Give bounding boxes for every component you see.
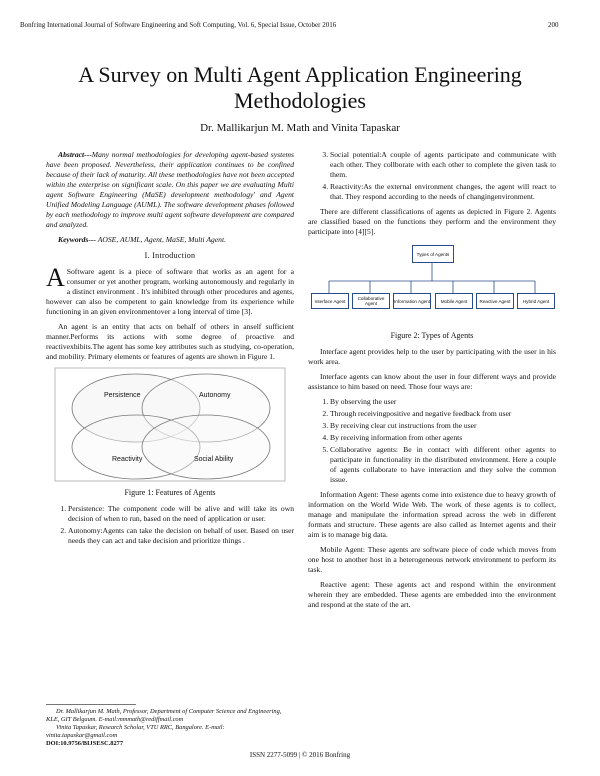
tree-node-reactive-agent: Reactive Agent [476,293,514,309]
intro-paragraph-1 [46,263,294,317]
tree-node-hybrid-agent: Hybrid Agent [517,293,555,309]
right-column [308,150,556,615]
figure-1 [54,367,286,482]
reactive-agent-paragraph: Reactive agent: These agents act and respond within the environment wherein they are embedded. These agents are embedded into the environment and respond at the state of the art. [308,580,556,609]
tree-node-interface-agent: Interface Agent [311,293,349,309]
keywords-text: AOSE, AUML, Agent, MaSE, Multi Agent. [95,235,226,244]
venn-diagram [54,367,286,482]
venn-label-social-ability: Social Ability [194,456,234,463]
venn-circle-social-ability [142,415,270,479]
abstract-text: Many normal methodologies for developing agent-based systems have been proposed. Nevertheless, their application continues to be confined because of their lack of maturity. All these methodologies have not been accepted within the enterprise on significant scale. On this paper we are evaluating Multi agent Software Engineering (MaSE) development methodology' and Agent Unified Modeling Language (AUML). The software development phases followed by each methodology to improve multi agent software development are compared and analyzed. [46,150,294,229]
list-item: 5. Collaborative agents: Be in contact with different other agents to participate in functionality in the distributed environment. Here a couple of agents collaborate to have interaction and they solve the common issue. [330,445,556,485]
interface-agent-paragraph: Interface agent provides help to the user by participating with the user in his work area. [308,347,556,366]
abstract [46,150,294,230]
intro-paragraph-1-text: Software agent is a piece of software that works as an agent for a consumer or yet another program, working autonomously and regularly in a distinct environment . It's inhibited through other procedures and agents, however can also be competent to gain knowledge from its experience while functioning in an given environmentover a long interval of time [3]. [46,267,294,316]
tree-node-mobile-agent: Mobile Agent [435,293,473,309]
figure-1-caption: Figure 1: Features of Agents [124,488,216,497]
doi: DOI:10.9756/BIJSESC.8277 [46,740,124,747]
tree-root-types-of-agents: Types of Agents [412,245,454,263]
figure-2 [308,243,556,317]
ways-list [308,397,556,485]
features-list [46,504,294,546]
tree-node-information-agent: Information Agent [393,293,431,309]
footnote [46,708,294,748]
venn-label-reactivity: Reactivity [112,456,143,463]
paper-title: A Survey on Multi Agent Application Engineering Methodologies [78,62,522,113]
journal-header: Bonfring International Journal of Software Engineering and Soft Computing, Vol. 6, Special Issue, October 2016 [20,21,337,29]
list-item: 3. By receiving clear cut instructions from the user [330,421,556,431]
venn-label-persistence: Persistence [104,392,141,399]
footnote-author-1: Dr. Mallikarjun M. Math, Professor, Department of Computer Science and Engineering, KLE, GIT Belgaum. E-mail:mmmath@rediffmail.com [46,708,282,723]
footnote-author-2: Vinita Tapaskar, Research Scholar, VTU RRC, Bangalore. E-mail: vinita.tapaskar@gmail.com [46,724,225,739]
interface-ways-paragraph: Interface agents can know about the user in four different ways and provide assistance to him based on need. Those four ways are: [308,372,556,391]
list-item: 1. Persistence: The component code will be alive and will take its own decision of when to run, based on the need of application or user. [68,504,294,524]
abstract-label: Abstract--- [58,150,92,159]
keywords [46,235,294,245]
list-item: 2. Autonomy:Agents can take the decision on behalf of user. Based on user needs they can act and take decision and prioritize things . [68,526,294,546]
keywords-label: Keywords--- [58,235,96,244]
issn-footer: ISSN 2277-5099 | © 2016 Bonfring [249,751,351,759]
drop-cap: A [46,263,65,292]
classification-paragraph: There are different classifications of agents as depicted in Figure 2. Agents are classified based on the functions they perform and the environment they participate into [4][5]. [308,207,556,236]
venn-label-autonomy: Autonomy [199,392,231,399]
features-list-continued [308,150,556,202]
list-item: 1. By observing the user [330,397,556,407]
footnote-rule [46,704,136,705]
information-agent-paragraph: Information Agent: These agents come into existence due to heavy growth of information on the World Wide Web. The work of these agents is to collect, manage and manipulate the information spread across the web in different formats and structure. These agents are also called as Internet agents and their aim is to manage big data. [308,490,556,539]
list-item: 4. By receiving information from other agents [330,433,556,443]
figure-2-caption: Figure 2: Types of Agents [390,331,474,340]
left-column [46,150,294,551]
intro-paragraph-2: An agent is an entity that acts on behalf of others in anself sufficient manner.Performs its actions with some degree of proactive and reactivexhibits.The agent has some key attributes such as studying, co-operation, and mobility. Primary elements or features of agents are shown in Figure 1. [46,322,294,361]
mobile-agent-paragraph: Mobile Agent: These agents are software piece of code which moves from one host to another host in a heterogeneous network environment to perform its task. [308,545,556,574]
list-item: 2. Through receivingpositive and negative feedback from user [330,409,556,419]
list-item: 3. Social potential:A couple of agents participate and communicate with each other. They collborate with each other to complete the given task to them. [330,150,556,180]
list-item: 4. Reactivity:As the external environment changes, the agent will react to that. They respond according to the needs of changingenvironment. [330,182,556,202]
page-number: 200 [548,21,559,29]
section-heading-introduction: I. Introduction [144,251,196,260]
paper-authors: Dr. Mallikarjun M. Math and Vinita Tapaskar [200,122,400,134]
tree-node-collaborative-agent: Collaborative Agent [352,293,390,309]
